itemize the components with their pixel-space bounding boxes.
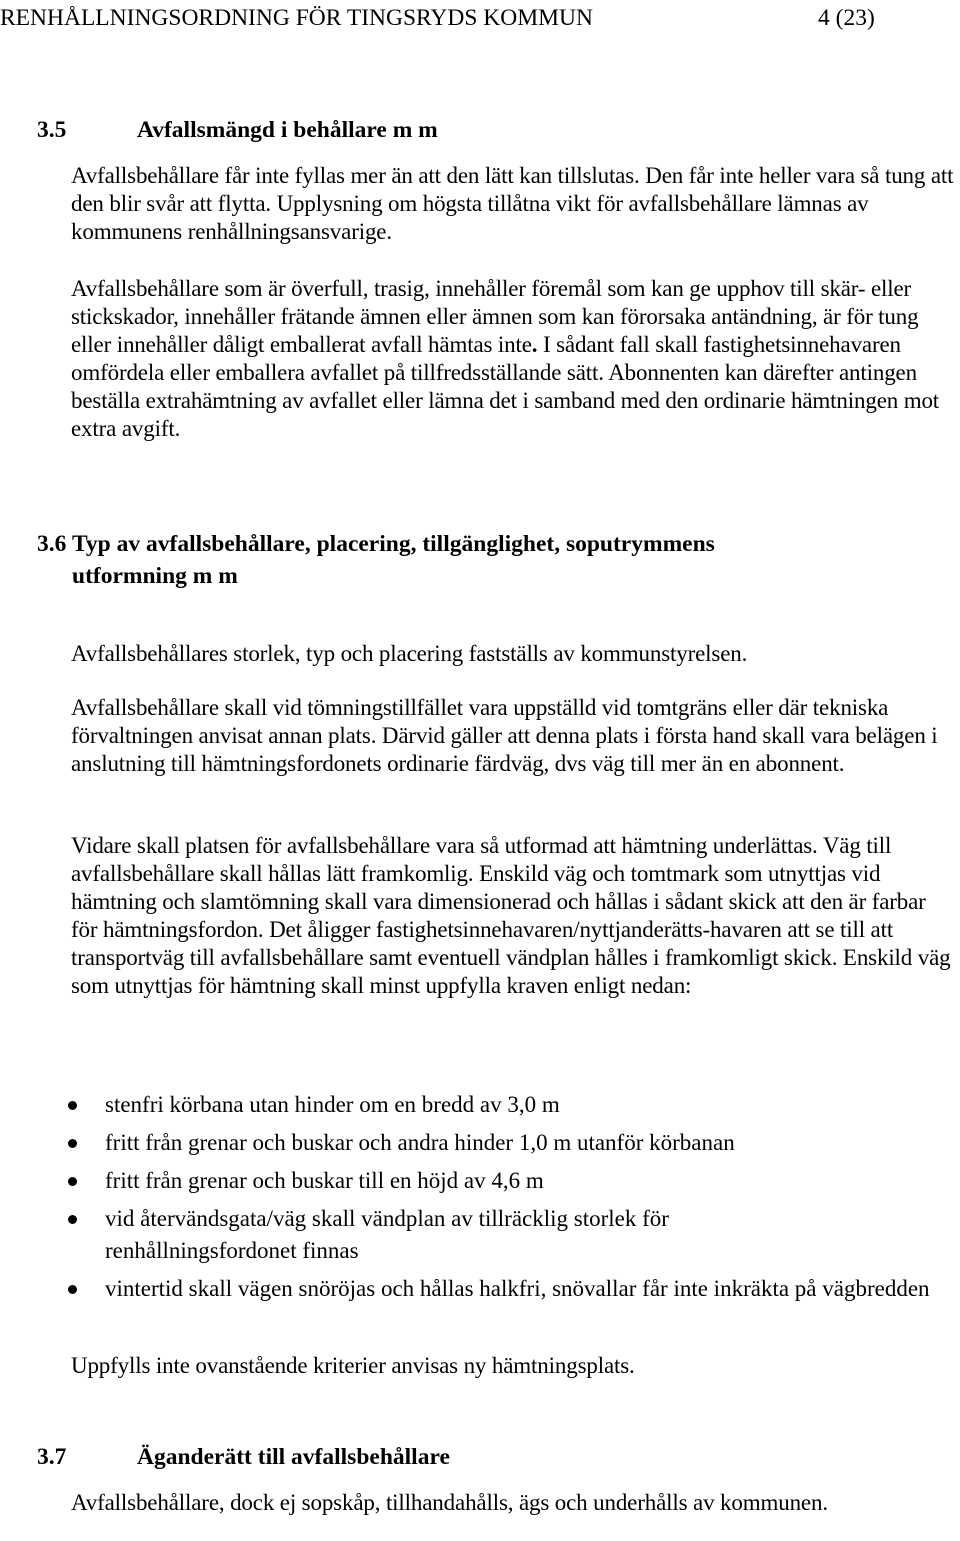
section-3-7-heading: [37, 1443, 937, 1473]
paragraph: Avfallsbehållare som är överfull, trasig, innehåller föremål som kan ge upphov till skär- eller stickskador, innehåller frätande ämnen eller ämnen som kan förorsaka antändning, är för tung eller innehåller dåligt emballerat avfall hämtas inte. I sådant fall skall fastighetsinnehavaren omfördela eller emballera avfallet på tillfredsställande sätt. Abonnenten kan därefter antingen beställa extrahämtning av avfallet eller lämna det i samband med den ordinarie hämtningen mot extra avgift.: [71, 276, 940, 441]
bullet-icon: [68, 1285, 77, 1294]
section-title-cont: utformning m m: [72, 563, 238, 589]
section-number: 3.7: [37, 1444, 67, 1470]
list-item: vintertid skall vägen snöröjas och hållas halkfri, snövallar får inte inkräkta på vägbredden: [0, 1273, 935, 1305]
document-title: RENHÅLLNINGSORDNING FÖR TINGSRYDS KOMMUN: [0, 5, 593, 31]
requirements-list: [0, 1089, 960, 1311]
bullet-icon: [68, 1101, 77, 1110]
section-3-6-heading: [37, 530, 937, 590]
bullet-icon: [68, 1139, 77, 1148]
paragraph: Avfallsbehållare skall vid tömningstillfället vara uppställd vid tomtgräns eller där tekniska förvaltningen anvisat annan plats. Därvid gäller att denna plats i första hand skall vara belägen i anslutning till hämtningsfordonets ordinarie färdväg, dvs väg till mer än en abonnent.: [71, 695, 938, 776]
page-number: 4 (23): [818, 5, 875, 31]
section-3-5-heading: [37, 116, 937, 146]
section-title: Typ av avfallsbehållare, placering, tillgänglighet, soputrymmens: [72, 531, 715, 557]
bullet-icon: [68, 1215, 77, 1224]
section-title: Äganderätt till avfallsbehållare: [137, 1444, 450, 1470]
section-number: 3.6: [37, 531, 67, 557]
section-number: 3.5: [37, 117, 67, 143]
list-item: fritt från grenar och buskar till en höjd av 4,6 m: [0, 1165, 935, 1197]
list-item: stenfri körbana utan hinder om en bredd av 3,0 m: [0, 1089, 935, 1121]
bullet-icon: [68, 1177, 77, 1186]
paragraph: Avfallsbehållare, dock ej sopskåp, tillhandahålls, ägs och underhålls av kommunen.: [71, 1490, 828, 1515]
list-item: vid återvändsgata/väg skall vändplan av tillräcklig storlek för renhållningsfordonet finnas: [0, 1203, 805, 1267]
paragraph: Vidare skall platsen för avfallsbehållare vara så utformad att hämtning underlättas. Väg till avfallsbehållare skall hållas lätt framkomlig. Enskild väg och tomtmark som utnyttjas vid hämtning och slamtömning skall vara dimensionerad och hållas i sådant skick att den är farbar för hämtningsfordon. Det åligger fastighetsinnehavaren/nyttjanderätts-havaren att se till att transportväg till avfallsbehållare samt eventuell vändplan hålles i framkomligt skick. Enskild väg som utnyttjas för hämtning skall minst uppfylla kraven enligt nedan:: [71, 833, 951, 998]
paragraph: Avfallsbehållares storlek, typ och placering fastställs av kommunstyrelsen.: [71, 641, 748, 666]
paragraph: Uppfylls inte ovanstående kriterier anvisas ny hämtningsplats.: [71, 1353, 635, 1378]
paragraph: Avfallsbehållare får inte fyllas mer än att den lätt kan tillslutas. Den får inte heller vara så tung att den blir svår att flytta. Upplysning om högsta tillåtna vikt för avfallsbehållare lämnas av kommunens renhållningsansvarige.: [71, 163, 954, 244]
section-title: Avfallsmängd i behållare m m: [137, 117, 438, 143]
list-item: fritt från grenar och buskar och andra hinder 1,0 m utanför körbanan: [0, 1127, 935, 1159]
